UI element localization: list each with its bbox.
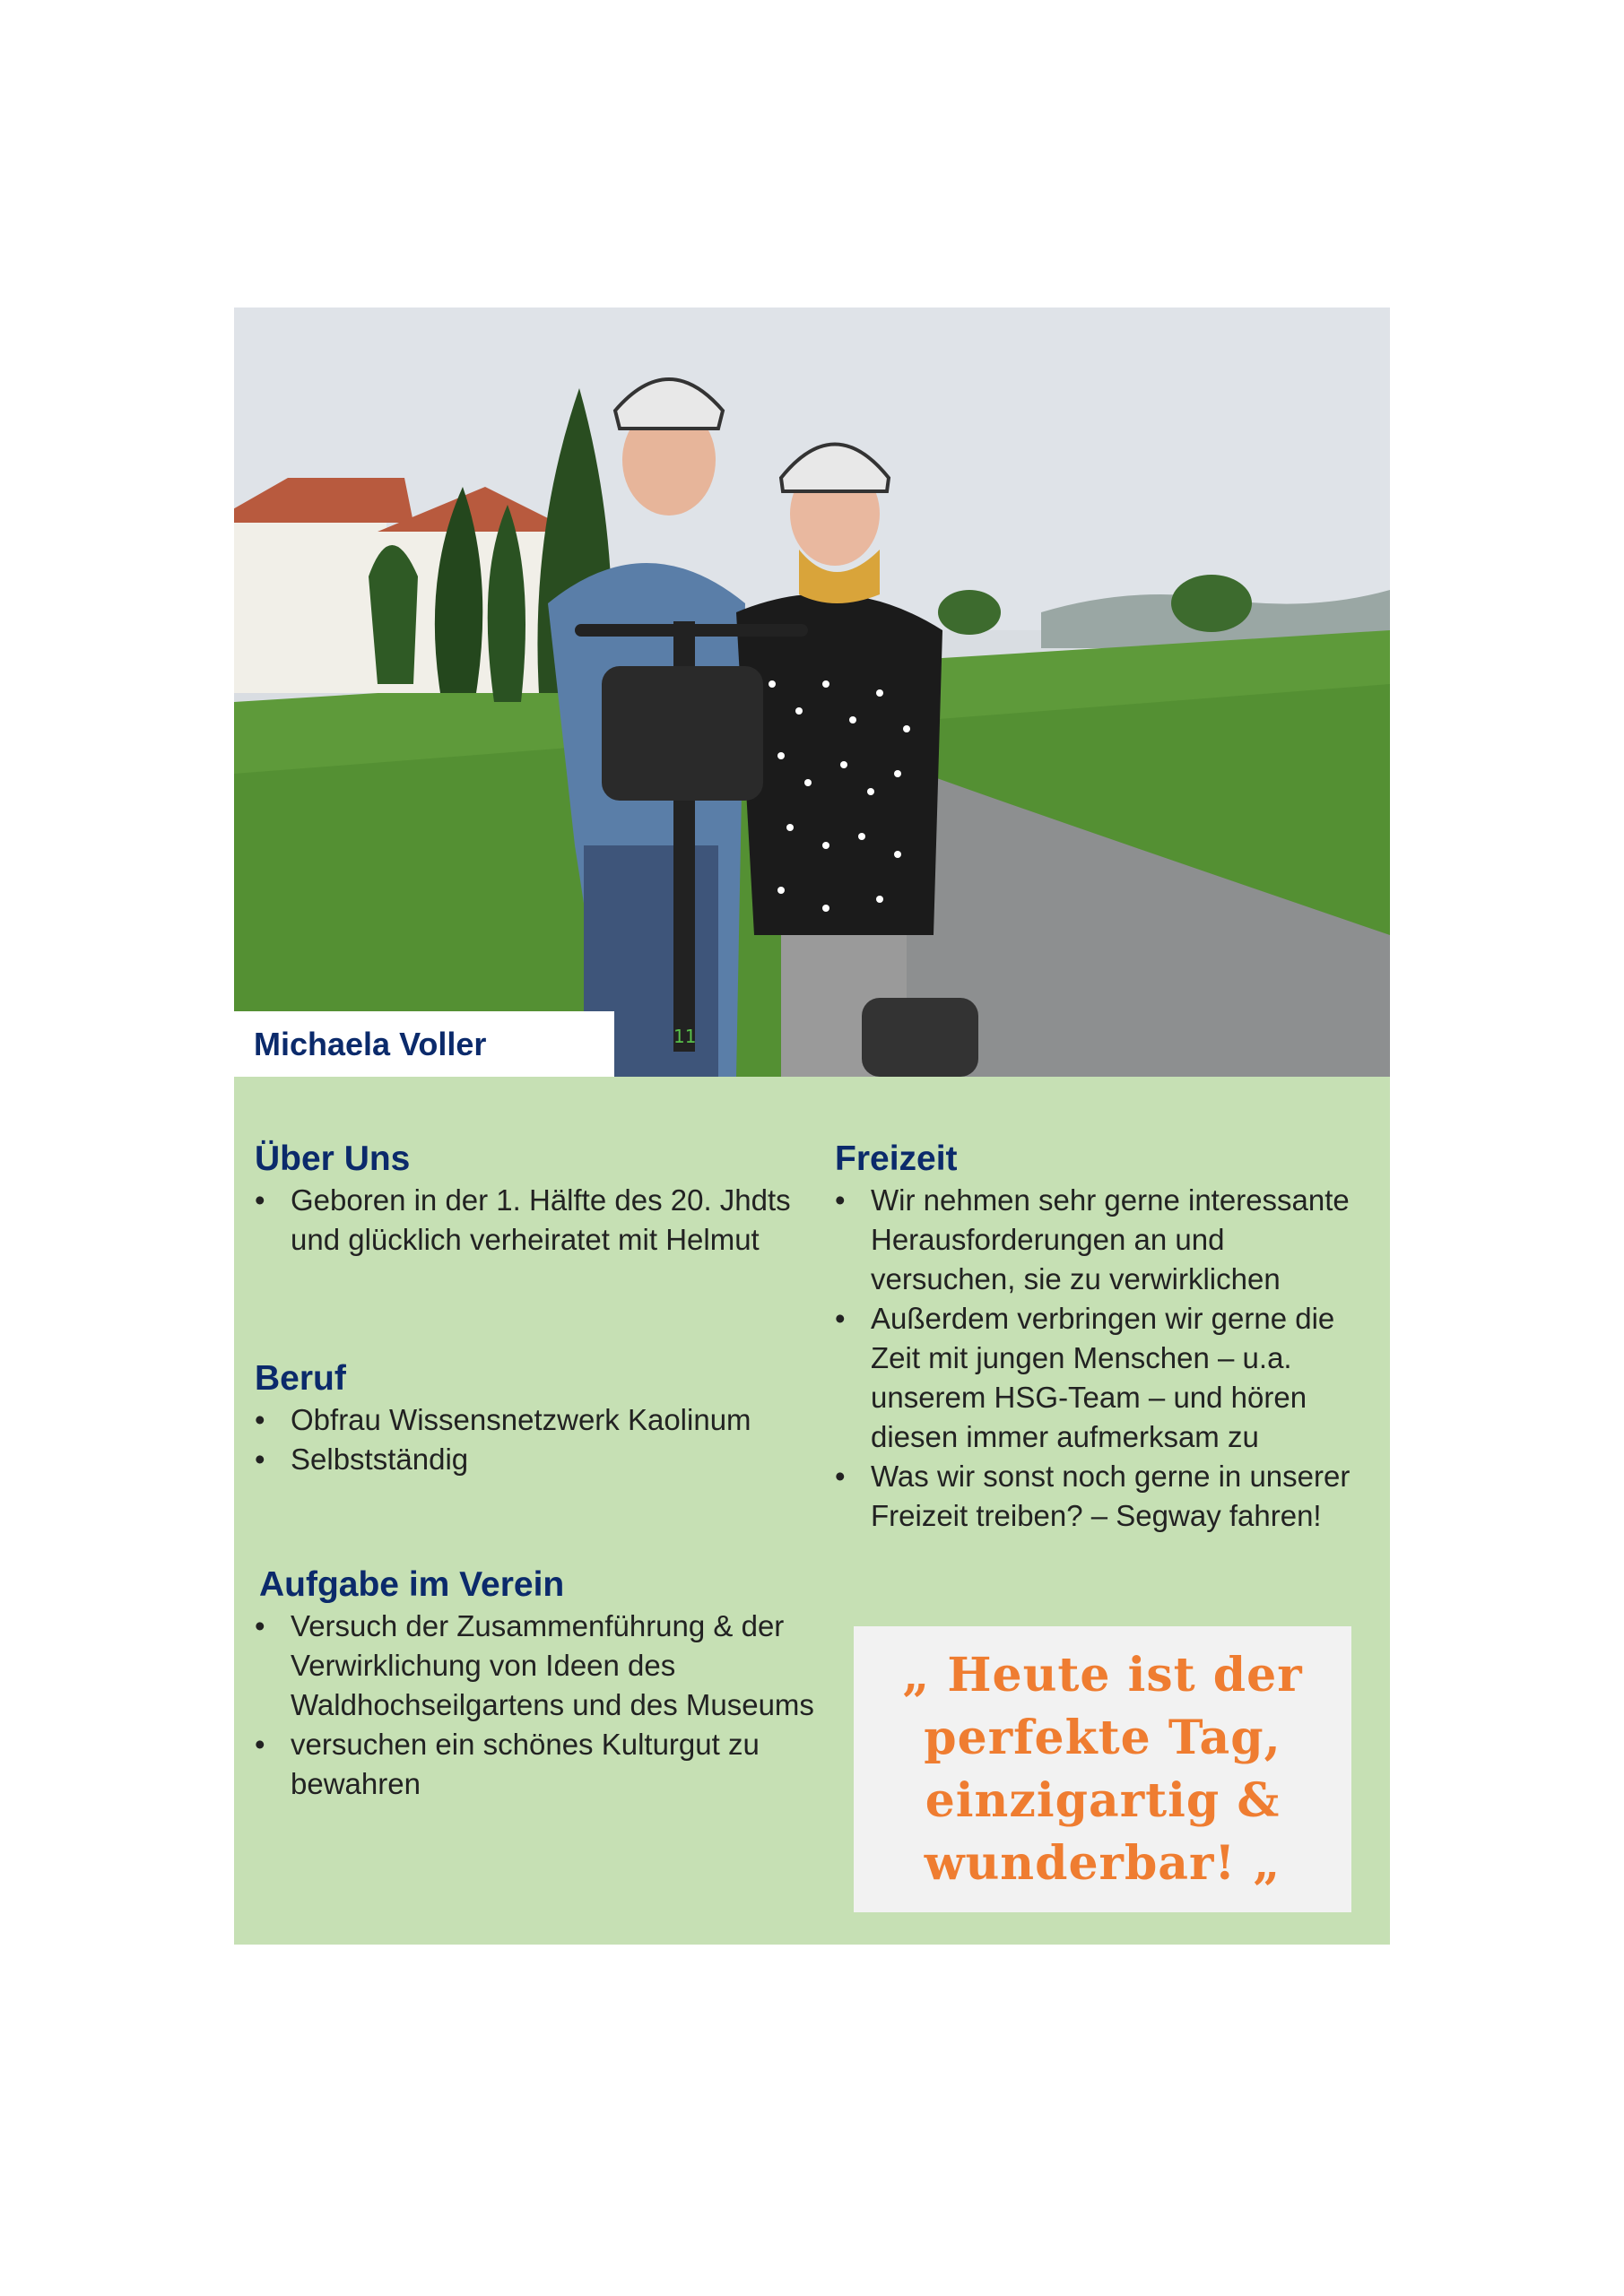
quote-box xyxy=(854,1626,1351,1912)
list-item: • versuchen ein schönes Kulturgut zu bewahren xyxy=(255,1725,815,1804)
info-panel xyxy=(234,1077,1390,1945)
bullet-list xyxy=(255,1607,815,1804)
tree-right-2 xyxy=(938,590,1001,635)
list-item: • Wir nehmen sehr gerne interessante Herausforderungen an und versuchen, sie zu verwirklichen xyxy=(835,1181,1373,1299)
segway-bag xyxy=(602,666,763,801)
section-title: Freizeit xyxy=(835,1139,958,1178)
list-item: • Selbstständig xyxy=(255,1440,811,1479)
section-title: Aufgabe im Verein xyxy=(259,1565,565,1604)
person-name: Michaela Voller xyxy=(254,1025,487,1062)
segway-wheel xyxy=(862,998,978,1077)
list-item: • Geboren in der 1. Hälfte des 20. Jhdts und glücklich verheiratet mit Helmut xyxy=(255,1181,811,1260)
segway-number: 11 xyxy=(673,1026,697,1047)
section-aufgabe xyxy=(259,1564,815,1804)
bullet-list xyxy=(255,1181,811,1260)
section-beruf xyxy=(255,1357,811,1479)
photo-illustration xyxy=(234,308,1390,1077)
tree-right xyxy=(1171,575,1252,632)
woman-dress xyxy=(736,593,942,935)
section-title: Beruf xyxy=(255,1359,346,1398)
section-title: Über Uns xyxy=(255,1139,411,1178)
house-wall xyxy=(234,514,386,693)
couple-on-segway-photo xyxy=(234,308,1390,1077)
list-item: • Was wir sonst noch gerne in unserer Freizeit treiben? – Segway fahren! xyxy=(835,1457,1373,1536)
bullet-list xyxy=(255,1400,811,1479)
section-freizeit xyxy=(835,1138,1373,1536)
section-ueber-uns xyxy=(255,1138,811,1260)
name-tag xyxy=(234,1011,614,1077)
bullet-list xyxy=(835,1181,1373,1536)
quote-text: „ Heute ist der perfekte Tag, einzigartig & wunderbar! „ xyxy=(902,1647,1303,1891)
list-item: • Außerdem verbringen wir gerne die Zeit mit jungen Menschen – u.a. unserem HSG-Team – und hören diesen immer aufmerksam zu xyxy=(835,1299,1373,1457)
tree xyxy=(369,545,418,684)
list-item: • Versuch der Zusammenführung & der Verwirklichung von Ideen des Waldhochseilgartens und des Museums xyxy=(255,1607,815,1725)
segway-handlebar xyxy=(575,624,808,637)
list-item: • Obfrau Wissensnetzwerk Kaolinum xyxy=(255,1400,811,1440)
